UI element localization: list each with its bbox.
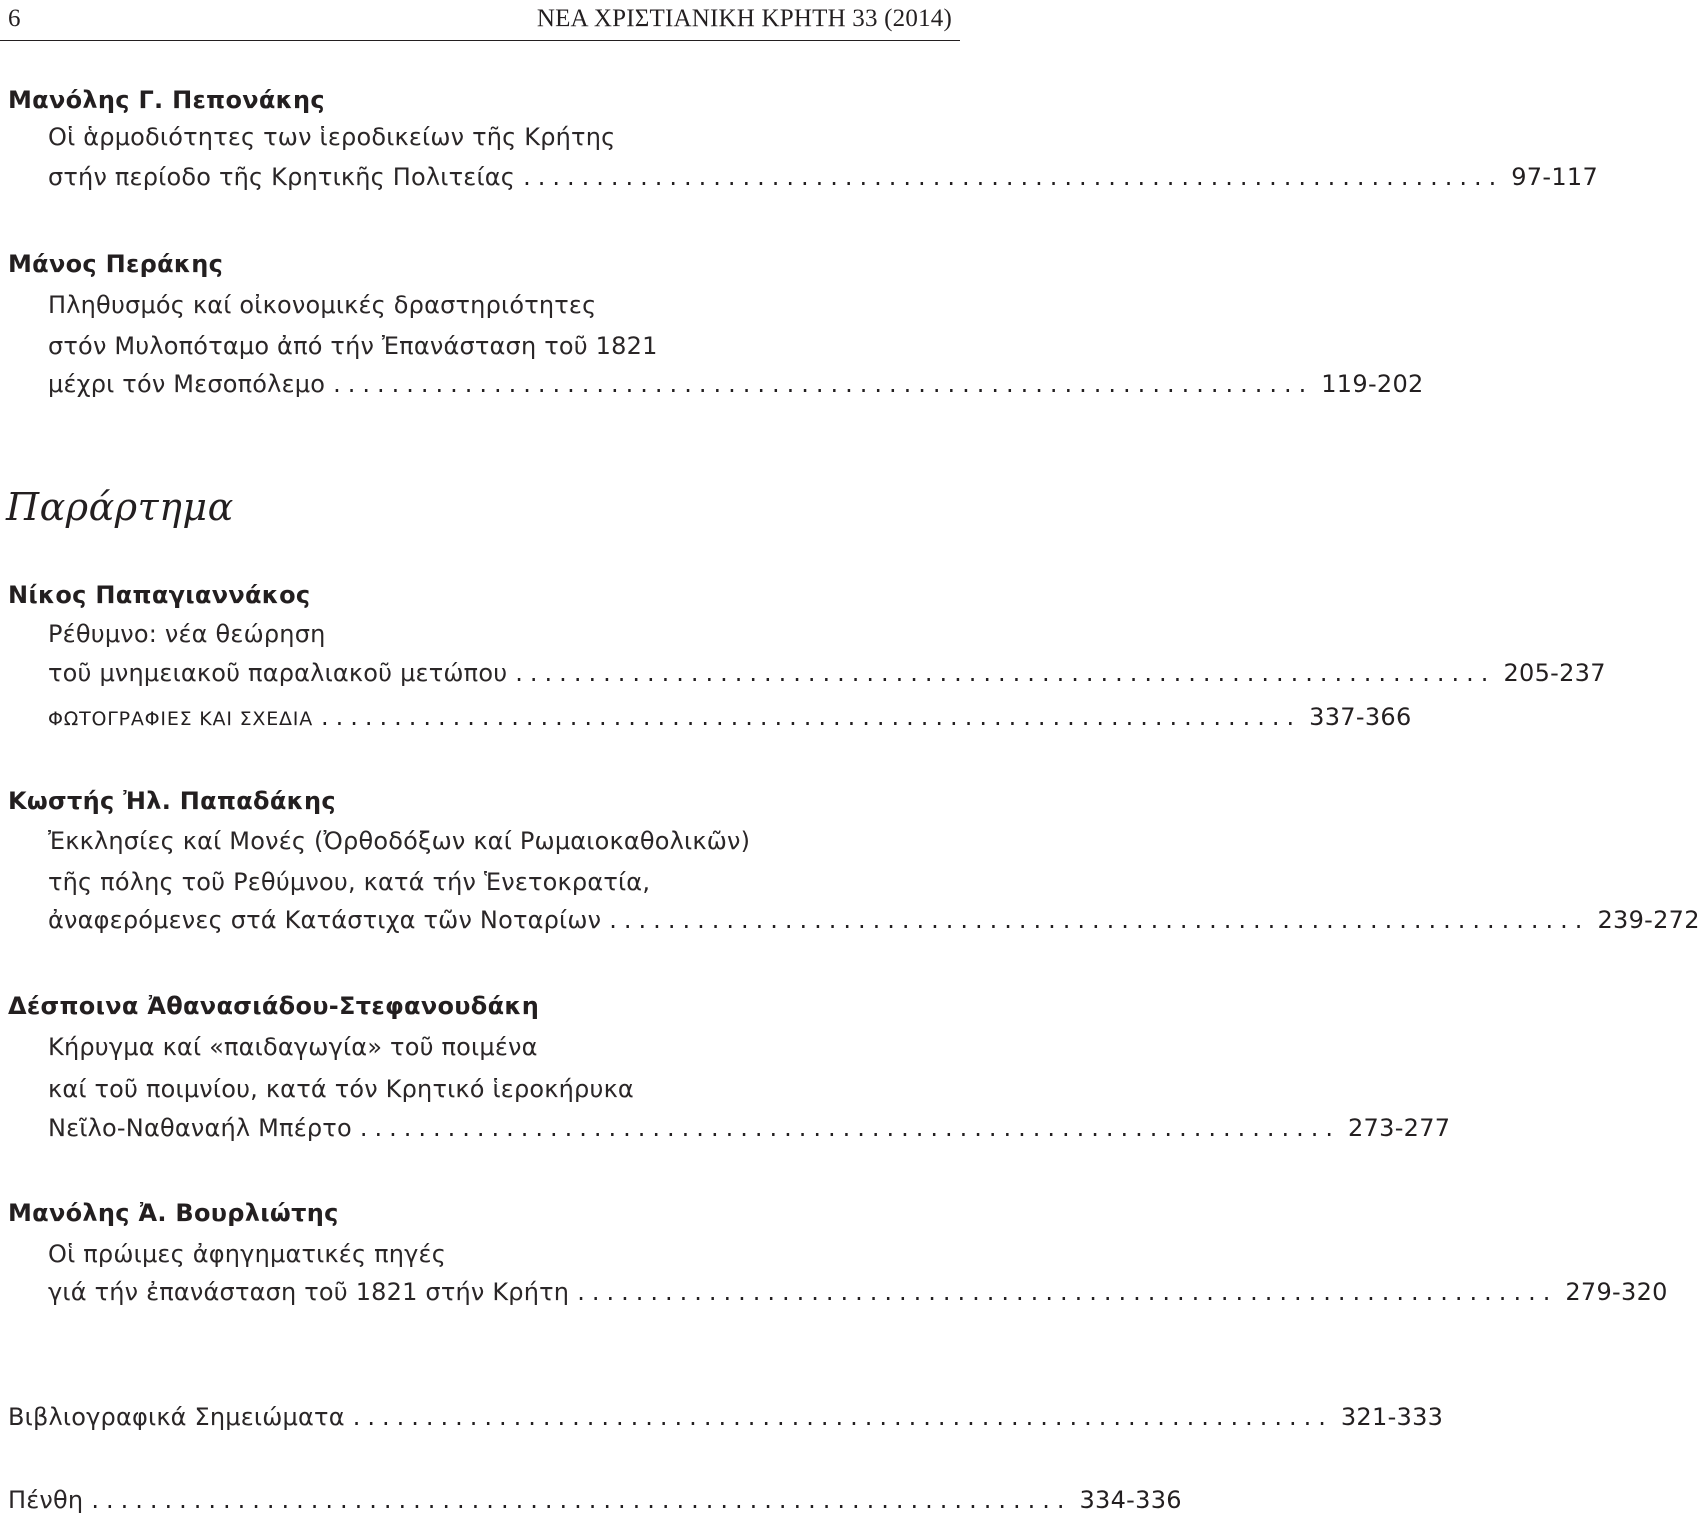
- page-number: 6: [8, 5, 21, 32]
- toc-page-range: 239-272: [1597, 906, 1700, 934]
- toc-author: Μανόλης Γ. Πεπονάκης: [8, 86, 325, 114]
- dot-leader: ...................................................................: [352, 1403, 1333, 1431]
- toc-title-line: Ρέθυμνο: νέα θεώρηση: [48, 620, 326, 648]
- toc-title-line: γιά τήν ἐπανάσταση τοῦ 1821 στήν Κρήτη: [48, 1278, 570, 1306]
- dot-leader: ...................................................................: [359, 1114, 1340, 1142]
- toc-entry-line: [48, 1278, 1668, 1306]
- toc-title-line: Ἐκκλησίες καί Μονές (Ὀρθοδόξων καί Ρωμαιοκαθολικῶν): [48, 827, 751, 855]
- toc-entry-line: [48, 659, 1606, 687]
- toc-entry-line: [48, 703, 1412, 731]
- toc-section-label: Πένθη: [8, 1486, 84, 1514]
- toc-page-range: 321-333: [1340, 1403, 1444, 1431]
- toc-page-range: 205-237: [1503, 659, 1606, 687]
- toc-author: Μάνος Περάκης: [8, 250, 224, 278]
- toc-page-range: 273-277: [1347, 1114, 1451, 1142]
- toc-page-range: 337-366: [1309, 703, 1412, 731]
- toc-title-line: ἀναφερόμενες στά Κατάστιχα τῶν Νοταρίων: [48, 906, 602, 934]
- toc-author: Μανόλης Ἀ. Βουρλιώτης: [8, 1199, 339, 1227]
- toc-author: Δέσποινα Ἀθανασιάδου-Στεφανουδάκη: [8, 992, 540, 1020]
- toc-subtitle-caps: ΦΩΤΟΓΡΑΦΙΕΣ ΚΑΙ ΣΧΕΔΙΑ: [48, 708, 314, 730]
- toc-title-line: τῆς πόλης τοῦ Ρεθύμνου, κατά τήν Ἑνετοκρατία,: [48, 868, 651, 896]
- toc-author: Νίκος Παπαγιαννάκος: [8, 581, 311, 609]
- dot-leader: ...................................................................: [609, 906, 1590, 934]
- toc-page-range: 334-336: [1079, 1486, 1182, 1514]
- toc-title-line: Οἱ ἁρμοδιότητες των ἱεροδικείων τῆς Κρήτης: [48, 123, 616, 151]
- dot-leader: ...................................................................: [333, 370, 1314, 398]
- toc-title-line: καί τοῦ ποιμνίου, κατά τόν Κρητικό ἱεροκήρυκα: [48, 1075, 634, 1103]
- toc-title-line: τοῦ μνημειακοῦ παραλιακοῦ μετώπου: [48, 659, 508, 687]
- dot-leader: ...................................................................: [515, 659, 1496, 687]
- toc-title-line: Οἱ πρώιμες ἀφηγηματικές πηγές: [48, 1240, 446, 1268]
- section-heading-appendix: Παράρτημα: [6, 485, 234, 529]
- dot-leader: ...................................................................: [321, 703, 1302, 731]
- toc-page-range: 97-117: [1511, 163, 1599, 191]
- page-header: [0, 0, 960, 41]
- toc-entry-line: [48, 1114, 1451, 1142]
- toc-title-line: στήν περίοδο τῆς Κρητικῆς Πολιτείας: [48, 163, 516, 191]
- toc-entry-line: [48, 906, 1700, 934]
- toc-entry-line: [48, 163, 1599, 191]
- running-head: ΝΕΑ ΧΡΙΣΤΙΑΝΙΚΗ ΚΡΗΤΗ 33 (2014): [536, 5, 952, 32]
- toc-title-line: στόν Μυλοπόταμο ἀπό τήν Ἐπανάσταση τοῦ 1821: [48, 332, 658, 360]
- toc-entry-line: [48, 370, 1424, 398]
- toc-page-range: 119-202: [1321, 370, 1424, 398]
- toc-title-line: μέχρι τόν Μεσοπόλεμο: [48, 370, 326, 398]
- toc-entry-line: [8, 1486, 1182, 1514]
- toc-page-range: 279-320: [1565, 1278, 1668, 1306]
- toc-entry-line: [8, 1403, 1444, 1431]
- toc-title-line: Κήρυγμα καί «παιδαγωγία» τοῦ ποιμένα: [48, 1033, 538, 1061]
- dot-leader: ...................................................................: [577, 1278, 1558, 1306]
- dot-leader: ...................................................................: [523, 163, 1504, 191]
- dot-leader: ...................................................................: [91, 1486, 1072, 1514]
- toc-section-label: Βιβλιογραφικά Σημειώματα: [8, 1403, 345, 1431]
- toc-author: Κωστής Ἠλ. Παπαδάκης: [8, 787, 336, 815]
- toc-title-line: Νεῖλο-Ναθαναήλ Μπέρτο: [48, 1114, 352, 1142]
- toc-title-line: Πληθυσμός καί οἰκονομικές δραστηριότητες: [48, 291, 597, 319]
